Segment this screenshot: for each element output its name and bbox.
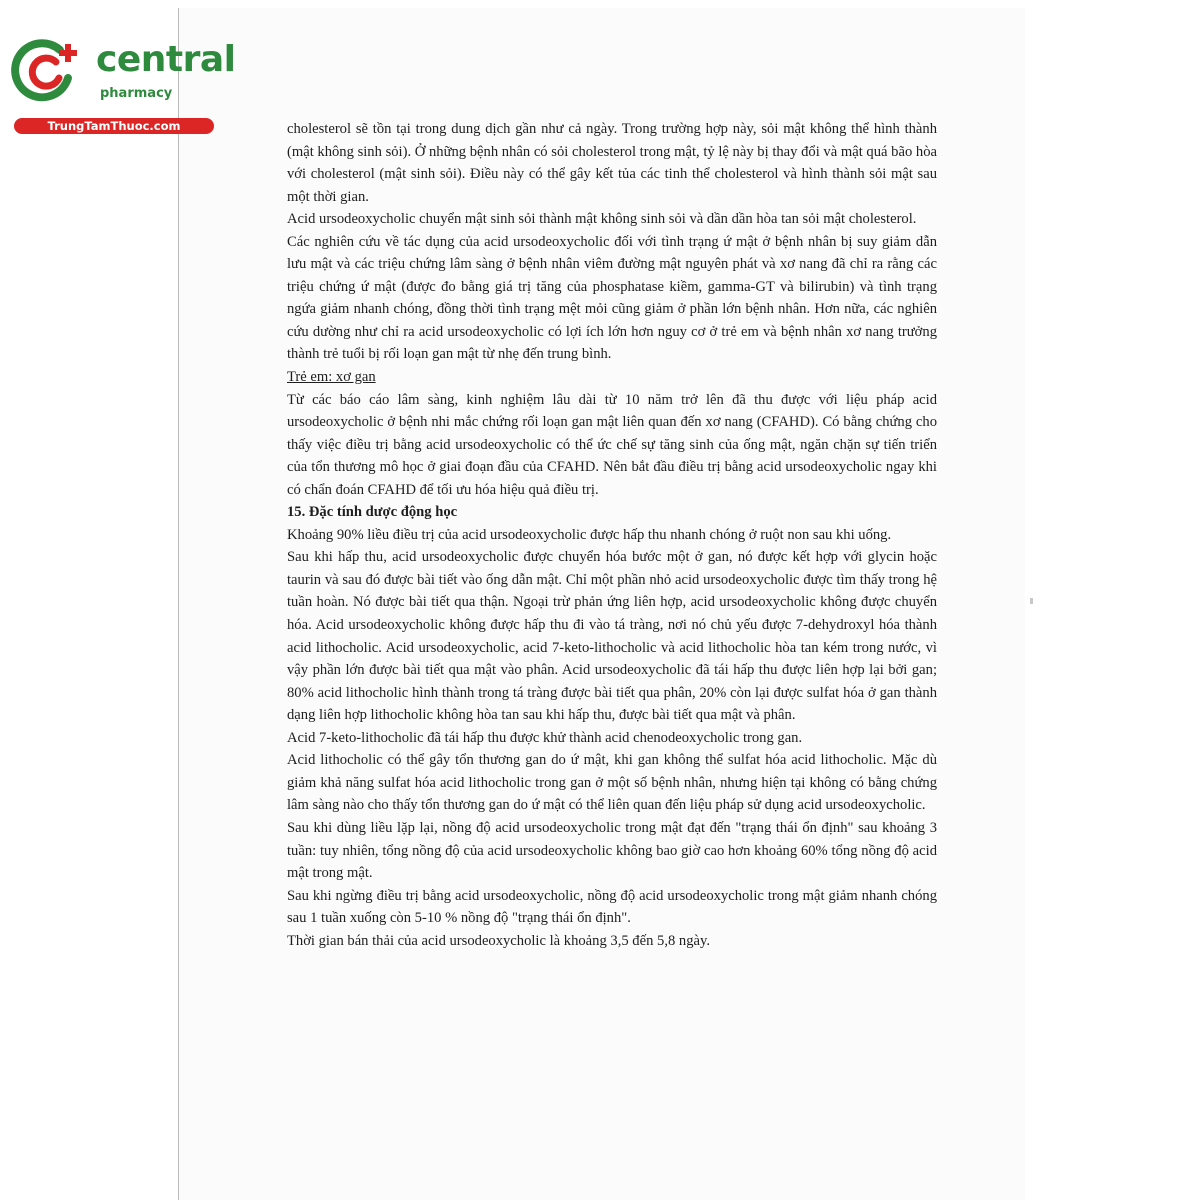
paragraph: Acid 7-keto-lithocholic đã tái hấp thu được khử thành acid chenodeoxycholic trong gan. bbox=[287, 729, 803, 746]
pharmacy-cross-icon bbox=[10, 36, 82, 108]
section-heading: 15. Đặc tính dược động học bbox=[287, 504, 458, 521]
logo-name: central bbox=[96, 39, 236, 80]
scan-mark bbox=[1030, 598, 1033, 604]
document-body bbox=[287, 118, 937, 952]
paragraph: Acid lithocholic có thể gây tổn thương gan do ứ mật, khi gan không thể sulfat hóa acid lithocholic. Mặc dù giảm khả năng sulfat hóa acid lithocholic trong gan ở một số bệnh nhân, nhưng hiện tại không có bằng chứng lâm sàng nào cho thấy tổn thương gan do ứ mật có thể liên quan đến liệu pháp sử dụng acid ursodeoxycholic. bbox=[287, 752, 937, 814]
paragraph: Sau khi dùng liều lặp lại, nồng độ acid ursodeoxycholic trong mật đạt đến "trạng thái ổn định" sau khoảng 3 tuần: tuy nhiên, tổng nồng độ của acid ursodeoxycholic không bao giờ cao hơn khoảng 60% tổng nồng độ acid mật trong mật. bbox=[287, 819, 937, 882]
paragraph: Sau khi hấp thu, acid ursodeoxycholic được chuyển hóa bước một ở gan, nó được kết hợp với glycin hoặc taurin và sau đó được bài tiết vào ống dẫn mật. Chỉ một phần nhỏ acid ursodeoxycholic được tìm thấy trong hệ tuần hoàn. Nó được bài tiết qua thận. Ngoại trừ phản ứng liên hợp, acid ursodeoxycholic không được chuyển hóa. Acid ursodeoxycholic không được hấp thu đi vào tá tràng, nơi nó chủ yếu được 7-dehydroxyl hóa thành acid lithocholic. Acid ursodeoxycholic, acid 7-keto-lithocholic và acid lithocholic hòa tan kém trong nước, vì vậy phần lớn được bài tiết qua mật vào phân. Acid ursodeoxycholic đã tái hấp thu được liên hợp lại bởi gan; 80% acid lithocholic hình thành trong tá tràng được bài tiết qua phân, 20% còn lại được sulfat hóa ở gan thành dạng liên hợp lithocholic không hòa tan sau khi hấp thu, được bài tiết qua mật và phân. bbox=[287, 549, 937, 724]
paragraph: Thời gian bán thải của acid ursodeoxycholic là khoảng 3,5 đến 5,8 ngày. bbox=[287, 932, 710, 949]
paragraph: Acid ursodeoxycholic chuyển mật sinh sỏi thành mật không sinh sỏi và dần dần hòa tan sỏi mật cholesterol. bbox=[287, 211, 917, 228]
paragraph: Các nghiên cứu về tác dụng của acid ursodeoxycholic đối với tình trạng ứ mật ở bệnh nhân bị suy giảm dẫn lưu mật và các triệu chứng lâm sàng ở bệnh nhân viêm đường mật nguyên phát và xơ nang đã chỉ ra rằng các triệu chứng ứ mật (được đo bằng giá trị tăng của phosphatase kiềm, gamma-GT và bilirubin) và tình trạng ngứa giảm nhanh chóng, đồng thời tình trạng mệt mỏi cũng giảm ở phần lớn bệnh nhân. Hơn nữa, các nghiên cứu dường như chỉ ra acid ursodeoxycholic có lợi ích lớn hơn nguy cơ ở trẻ em và bệnh nhân xơ nang trưởng thành trẻ tuổi bị rối loạn gan mật từ nhẹ đến trung bình. bbox=[287, 233, 937, 363]
subheading: Trẻ em: xơ gan bbox=[287, 369, 376, 386]
central-pharmacy-logo[interactable] bbox=[10, 36, 236, 136]
paragraph: Khoảng 90% liều điều trị của acid ursodeoxycholic được hấp thu nhanh chóng ở ruột non sau khi uống. bbox=[287, 526, 892, 543]
paragraph: Từ các báo cáo lâm sàng, kinh nghiệm lâu dài từ 10 năm trở lên đã thu được với liệu pháp acid ursodeoxycholic ở bệnh nhi mắc chứng rối loạn gan mật liên quan đến xơ nang (CFAHD). Có bằng chứng cho thấy việc điều trị bằng acid ursodeoxycholic có thể ức chế sự tăng sinh của ống mật, ngăn chặn sự tiến triển của tổn thương mô học ở giai đoạn đầu của CFAHD. Nên bắt đầu điều trị bằng acid ursodeoxycholic ngay khi có chẩn đoán CFAHD để tối ưu hóa hiệu quả điều trị. bbox=[287, 391, 937, 498]
paragraph: Sau khi ngừng điều trị bằng acid ursodeoxycholic, nồng độ acid ursodeoxycholic trong mật giảm nhanh chóng sau 1 tuần xuống còn 5-10 % nồng độ "trạng thái ổn định". bbox=[287, 887, 937, 927]
logo-site-banner: TrungTamThuoc.com bbox=[14, 118, 214, 134]
paragraph: cholesterol sẽ tồn tại trong dung dịch gần như cả ngày. Trong trường hợp này, sỏi mật không thể hình thành (mật không sinh sỏi). Ở những bệnh nhân có sỏi cholesterol trong mật, tỷ lệ này bị thay đổi và mật quá bão hòa với cholesterol (mật sinh sỏi). Điều này có thể gây kết tủa các tinh thể cholesterol và hình thành sỏi mật sau một thời gian. bbox=[287, 121, 937, 205]
logo-subtitle: pharmacy bbox=[100, 86, 173, 101]
